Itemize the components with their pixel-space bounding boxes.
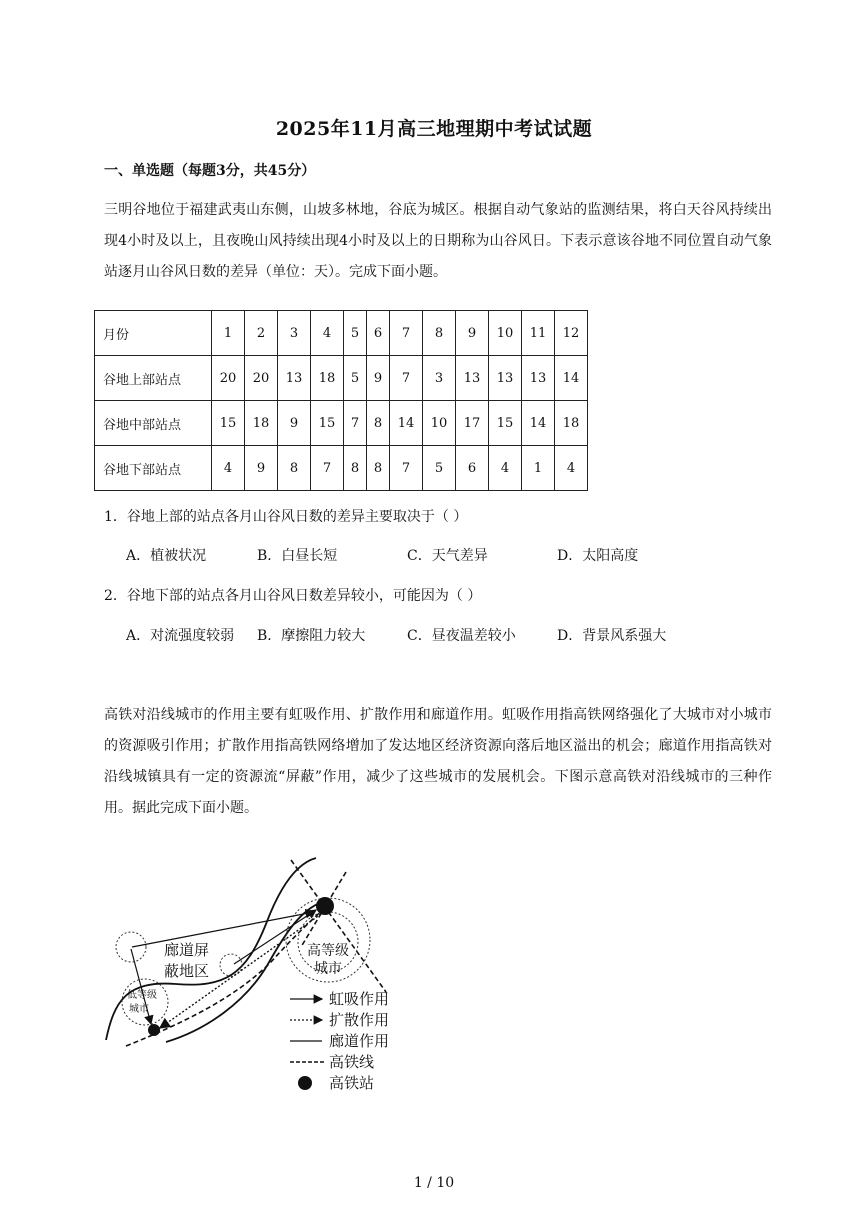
table-cell: 6 [456, 446, 489, 491]
passage-high-speed-rail: 高铁对沿线城市的作用主要有虹吸作用、扩散作用和廊道作用。虹吸作用指高铁网络强化了大城市对小城市的资源吸引作用；扩散作用指高铁网络增加了发达地区经济资源向落后地区溢出的机会；廊道作用指高铁对沿线城镇具有一定的资源流“屏蔽”作用，减少了这些城市的发展机会。下图示意高铁对沿线城市的三种作用。据此完成下面小题。 [104, 707, 772, 816]
legend-corridor-label: 廊道作用 [329, 1032, 390, 1050]
table-month: 10 [489, 311, 522, 356]
legend-station-label: 高铁站 [329, 1074, 375, 1092]
table-cell: 7 [311, 446, 344, 491]
table-cell: 18 [311, 356, 344, 401]
question-2-option-b: B．摩擦阻力较大 [257, 628, 366, 644]
page-number: 1 / 10 [413, 1175, 455, 1191]
table-month: 12 [555, 311, 588, 356]
table-cell: 13 [278, 356, 311, 401]
table-cell: 8 [278, 446, 311, 491]
legend-siphon-label: 虹吸作用 [329, 990, 390, 1008]
question-1-option-a: A．植被状况 [126, 548, 207, 564]
row-label-middle: 谷地中部站点 [95, 401, 212, 446]
table-cell: 8 [367, 401, 390, 446]
table-cell: 15 [311, 401, 344, 446]
table-row [95, 311, 588, 356]
table-cell: 17 [456, 401, 489, 446]
wind-days-table [94, 310, 588, 491]
high-city-station [316, 897, 334, 915]
table-month: 6 [367, 311, 390, 356]
question-1-option-b: B．白昼长短 [257, 548, 338, 564]
label-low-city: 低等级 [127, 990, 157, 1001]
question-2-option-d: D．背景风系强大 [557, 628, 667, 644]
table-cell: 8 [344, 446, 367, 491]
table-month: 7 [390, 311, 423, 356]
table-month: 4 [311, 311, 344, 356]
table-cell: 15 [212, 401, 245, 446]
table-cell: 18 [245, 401, 278, 446]
table-cell: 9 [367, 356, 390, 401]
question-2-option-a: A．对流强度较弱 [126, 628, 235, 644]
table-cell: 1 [522, 446, 555, 491]
table-cell: 9 [278, 401, 311, 446]
table-cell: 7 [344, 401, 367, 446]
table-cell: 14 [390, 401, 423, 446]
table-month: 1 [212, 311, 245, 356]
table-cell: 20 [212, 356, 245, 401]
table-cell: 10 [423, 401, 456, 446]
question-1-option-d: D．太阳高度 [557, 548, 639, 564]
rail-effects-diagram [96, 852, 416, 1102]
question-2-stem: 2．谷地下部的站点各月山谷风日数差异较小，可能因为（ ） [104, 588, 482, 604]
table-cell: 4 [555, 446, 588, 491]
table-cell: 13 [489, 356, 522, 401]
table-header-label: 月份 [95, 311, 212, 356]
table-cell: 3 [423, 356, 456, 401]
table-month: 2 [245, 311, 278, 356]
table-month: 9 [456, 311, 489, 356]
row-label-lower: 谷地下部站点 [95, 446, 212, 491]
table-cell: 4 [489, 446, 522, 491]
table-row [95, 446, 588, 491]
label-high-city: 城市 [314, 961, 342, 977]
table-cell: 20 [245, 356, 278, 401]
legend-station-dot [298, 1076, 312, 1090]
table-row [95, 401, 588, 446]
low-city-station [148, 1024, 160, 1036]
label-corridor-area: 蔽地区 [164, 962, 210, 980]
section-heading: 一、单选题（每题3分，共45分） [104, 163, 316, 179]
question-1-option-c: C．天气差异 [407, 548, 488, 564]
table-cell: 5 [344, 356, 367, 401]
table-cell: 18 [555, 401, 588, 446]
question-1-stem: 1．谷地上部的站点各月山谷风日数的差异主要取决于（ ） [104, 509, 468, 525]
table-cell: 13 [522, 356, 555, 401]
table-cell: 5 [423, 446, 456, 491]
label-high-city: 高等级 [307, 943, 349, 959]
question-2-option-c: C．昼夜温差较小 [407, 628, 516, 644]
table-row [95, 356, 588, 401]
table-cell: 13 [456, 356, 489, 401]
table-month: 8 [423, 311, 456, 356]
passage-valley-wind: 三明谷地位于福建武夷山东侧，山坡多林地，谷底为城区。根据自动气象站的监测结果，将白天谷风持续出现4小时及以上，且夜晚山风持续出现4小时及以上的日期称为山谷风日。下表示意该谷地不同位置自动气象站逐月山谷风日数的差异（单位：天）。完成下面小题。 [104, 202, 772, 280]
legend-diffusion-label: 扩散作用 [329, 1011, 390, 1029]
table-cell: 7 [390, 446, 423, 491]
page-title: 2025年11月高三地理期中考试试题 [275, 118, 593, 140]
corridor-circle-left [116, 932, 146, 962]
table-cell: 4 [212, 446, 245, 491]
table-cell: 14 [522, 401, 555, 446]
diagram-legend [290, 990, 389, 1092]
table-cell: 9 [245, 446, 278, 491]
row-label-upper: 谷地上部站点 [95, 356, 212, 401]
siphon-arrow-2 [234, 910, 316, 964]
table-cell: 8 [367, 446, 390, 491]
table-month: 5 [344, 311, 367, 356]
legend-rail-label: 高铁线 [329, 1053, 375, 1071]
label-low-city: 城市 [129, 1004, 149, 1015]
table-cell: 14 [555, 356, 588, 401]
table-month: 11 [522, 311, 555, 356]
table-month: 3 [278, 311, 311, 356]
table-cell: 15 [489, 401, 522, 446]
table-cell: 7 [390, 356, 423, 401]
label-corridor-area: 廊道屏 [164, 941, 210, 959]
